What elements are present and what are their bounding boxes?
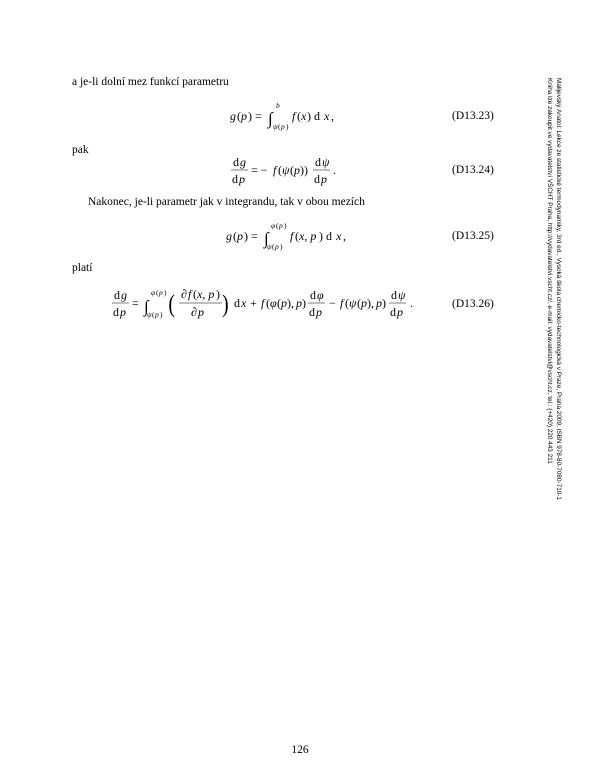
svg-text:= −: = − bbox=[251, 163, 268, 177]
paragraph-then: pak bbox=[72, 144, 89, 156]
svg-text:) d: ) d bbox=[319, 229, 332, 243]
svg-text:(: ( bbox=[357, 296, 361, 310]
svg-text:(: ( bbox=[278, 122, 281, 131]
svg-text:p: p bbox=[155, 310, 159, 319]
svg-text:.: . bbox=[333, 163, 336, 177]
svg-text:p: p bbox=[281, 296, 287, 310]
svg-text:∂: ∂ bbox=[191, 305, 197, 319]
svg-text:d: d bbox=[114, 288, 120, 302]
svg-text:),: ), bbox=[287, 296, 294, 310]
svg-text:): ) bbox=[284, 221, 287, 230]
svg-text:p: p bbox=[321, 172, 327, 186]
svg-text:p: p bbox=[159, 288, 163, 297]
svg-text:(: ( bbox=[156, 288, 159, 297]
svg-text:): ) bbox=[382, 296, 386, 310]
svg-text:)): )) bbox=[300, 163, 308, 177]
svg-text:d: d bbox=[390, 305, 396, 319]
svg-text:): ) bbox=[280, 242, 283, 251]
paragraph-lower-limit-function: a je-li dolní mez funkcí parametru bbox=[72, 76, 229, 88]
svg-text:p: p bbox=[294, 163, 300, 177]
svg-text:−: − bbox=[329, 296, 336, 310]
equation-number-d13-23: (D13.23) bbox=[452, 110, 494, 122]
paragraph-holds: platí bbox=[72, 262, 93, 274]
svg-text:) d: ) d bbox=[307, 109, 320, 123]
svg-text:d: d bbox=[232, 172, 238, 186]
svg-text:d: d bbox=[234, 296, 240, 310]
svg-text:(: ( bbox=[290, 163, 294, 177]
svg-text:φ: φ bbox=[270, 296, 277, 310]
svg-text:(: ( bbox=[345, 296, 349, 310]
svg-text:(: ( bbox=[233, 229, 237, 243]
svg-text:∫: ∫ bbox=[144, 297, 149, 316]
svg-text:(: ( bbox=[277, 296, 281, 310]
page-number: 126 bbox=[291, 744, 309, 756]
svg-text:): ) bbox=[216, 287, 220, 301]
svg-text:d: d bbox=[391, 288, 397, 302]
svg-text:,: , bbox=[331, 109, 334, 123]
svg-text:b: b bbox=[276, 101, 280, 110]
svg-text:(: ( bbox=[168, 289, 176, 318]
svg-text:f: f bbox=[340, 296, 344, 310]
equation-d13-25 bbox=[222, 220, 362, 254]
svg-text:∂: ∂ bbox=[181, 287, 187, 301]
paragraph-finally: Nakonec, je-li parametr jak v integrandu, tak v obou mezích bbox=[88, 196, 365, 208]
equation-number-d13-26: (D13.26) bbox=[452, 298, 494, 310]
svg-text:φ: φ bbox=[151, 288, 156, 297]
svg-text:φ: φ bbox=[317, 288, 324, 302]
svg-text:) =: ) = bbox=[244, 229, 258, 243]
svg-text:f: f bbox=[261, 296, 265, 310]
svg-text:): ) bbox=[286, 122, 289, 131]
svg-text:p: p bbox=[237, 229, 243, 243]
svg-text:d: d bbox=[310, 288, 316, 302]
equation-d13-23 bbox=[226, 100, 356, 134]
svg-text:x: x bbox=[241, 296, 247, 310]
svg-text:): ) bbox=[160, 310, 163, 319]
svg-text:p: p bbox=[241, 109, 247, 123]
svg-text:): ) bbox=[302, 296, 306, 310]
svg-text:p: p bbox=[120, 305, 126, 319]
svg-text:,: , bbox=[343, 229, 346, 243]
svg-text:g: g bbox=[121, 288, 127, 302]
svg-text:∫: ∫ bbox=[264, 229, 269, 248]
svg-text:p: p bbox=[281, 122, 285, 131]
svg-text:p: p bbox=[316, 305, 322, 319]
svg-text:ψ: ψ bbox=[282, 163, 290, 177]
svg-text:x, p: x, p bbox=[299, 229, 317, 243]
svg-text:ψ: ψ bbox=[349, 296, 357, 310]
svg-text:φ: φ bbox=[271, 221, 276, 230]
svg-text:x: x bbox=[324, 109, 330, 123]
svg-text:): ) bbox=[164, 288, 167, 297]
svg-text:f: f bbox=[273, 163, 277, 177]
svg-text:p: p bbox=[198, 305, 204, 319]
svg-text:ψ: ψ bbox=[322, 155, 330, 169]
equation-number-d13-25: (D13.25) bbox=[452, 230, 494, 242]
svg-text:(: ( bbox=[276, 221, 279, 230]
svg-text:d: d bbox=[309, 305, 315, 319]
svg-text:g: g bbox=[230, 109, 236, 123]
svg-text:p: p bbox=[376, 296, 382, 310]
svg-text:d: d bbox=[233, 155, 239, 169]
svg-text:g: g bbox=[226, 229, 232, 243]
svg-text:ψ: ψ bbox=[273, 122, 278, 131]
equation-d13-24 bbox=[228, 154, 358, 188]
svg-text:(: ( bbox=[266, 296, 270, 310]
svg-text:.: . bbox=[410, 296, 413, 310]
svg-text:f: f bbox=[290, 229, 294, 243]
svg-text:x, p: x, p bbox=[197, 287, 215, 301]
svg-text:),: ), bbox=[367, 296, 374, 310]
svg-text:(: ( bbox=[152, 310, 155, 319]
equation-number-d13-24: (D13.24) bbox=[452, 164, 494, 176]
margin-copyright-note bbox=[540, 78, 570, 578]
svg-text:(: ( bbox=[193, 287, 197, 301]
svg-text:d: d bbox=[314, 172, 320, 186]
svg-text:x: x bbox=[301, 109, 307, 123]
svg-text:d: d bbox=[315, 155, 321, 169]
svg-text:(: ( bbox=[272, 242, 275, 251]
svg-text:ψ: ψ bbox=[398, 288, 406, 302]
svg-text:(: ( bbox=[237, 109, 241, 123]
margin-note-line-2: Kniha lze zakoupit ve vydavatelství VŠCHT Praha, http://vydavatelstvi.vscht.cz/, e-mail: vydavatelstvi@vscht.cz, tel.: (+420) 220 443 211 bbox=[546, 78, 553, 464]
equation-d13-26 bbox=[110, 284, 420, 326]
svg-text:(: ( bbox=[295, 229, 299, 243]
svg-text:p: p bbox=[361, 296, 367, 310]
svg-text:p: p bbox=[296, 296, 302, 310]
margin-note-line-1: Malijevský Anatol: Lekce ze statistické termodynamiky, 3rd ed., Vysoká škola chemicko-technologická v Praze, Praha 2009, ISBN 978-80-7080-710-1 bbox=[555, 78, 562, 500]
svg-text:(: ( bbox=[278, 163, 282, 177]
svg-text:g: g bbox=[240, 155, 246, 169]
svg-text:): ) bbox=[222, 289, 229, 318]
svg-text:p: p bbox=[279, 221, 283, 230]
svg-text:=: = bbox=[132, 296, 139, 310]
svg-text:d: d bbox=[113, 305, 119, 319]
svg-text:∫: ∫ bbox=[268, 109, 273, 128]
svg-text:p: p bbox=[239, 172, 245, 186]
svg-text:ψ: ψ bbox=[267, 242, 272, 251]
svg-text:x: x bbox=[336, 229, 342, 243]
svg-text:p: p bbox=[397, 305, 403, 319]
svg-text:f: f bbox=[292, 109, 296, 123]
svg-text:f: f bbox=[188, 287, 192, 301]
svg-text:p: p bbox=[275, 242, 279, 251]
svg-text:) =: ) = bbox=[248, 109, 262, 123]
svg-text:ψ: ψ bbox=[147, 310, 152, 319]
svg-text:(: ( bbox=[297, 109, 301, 123]
svg-text:+: + bbox=[250, 296, 257, 310]
